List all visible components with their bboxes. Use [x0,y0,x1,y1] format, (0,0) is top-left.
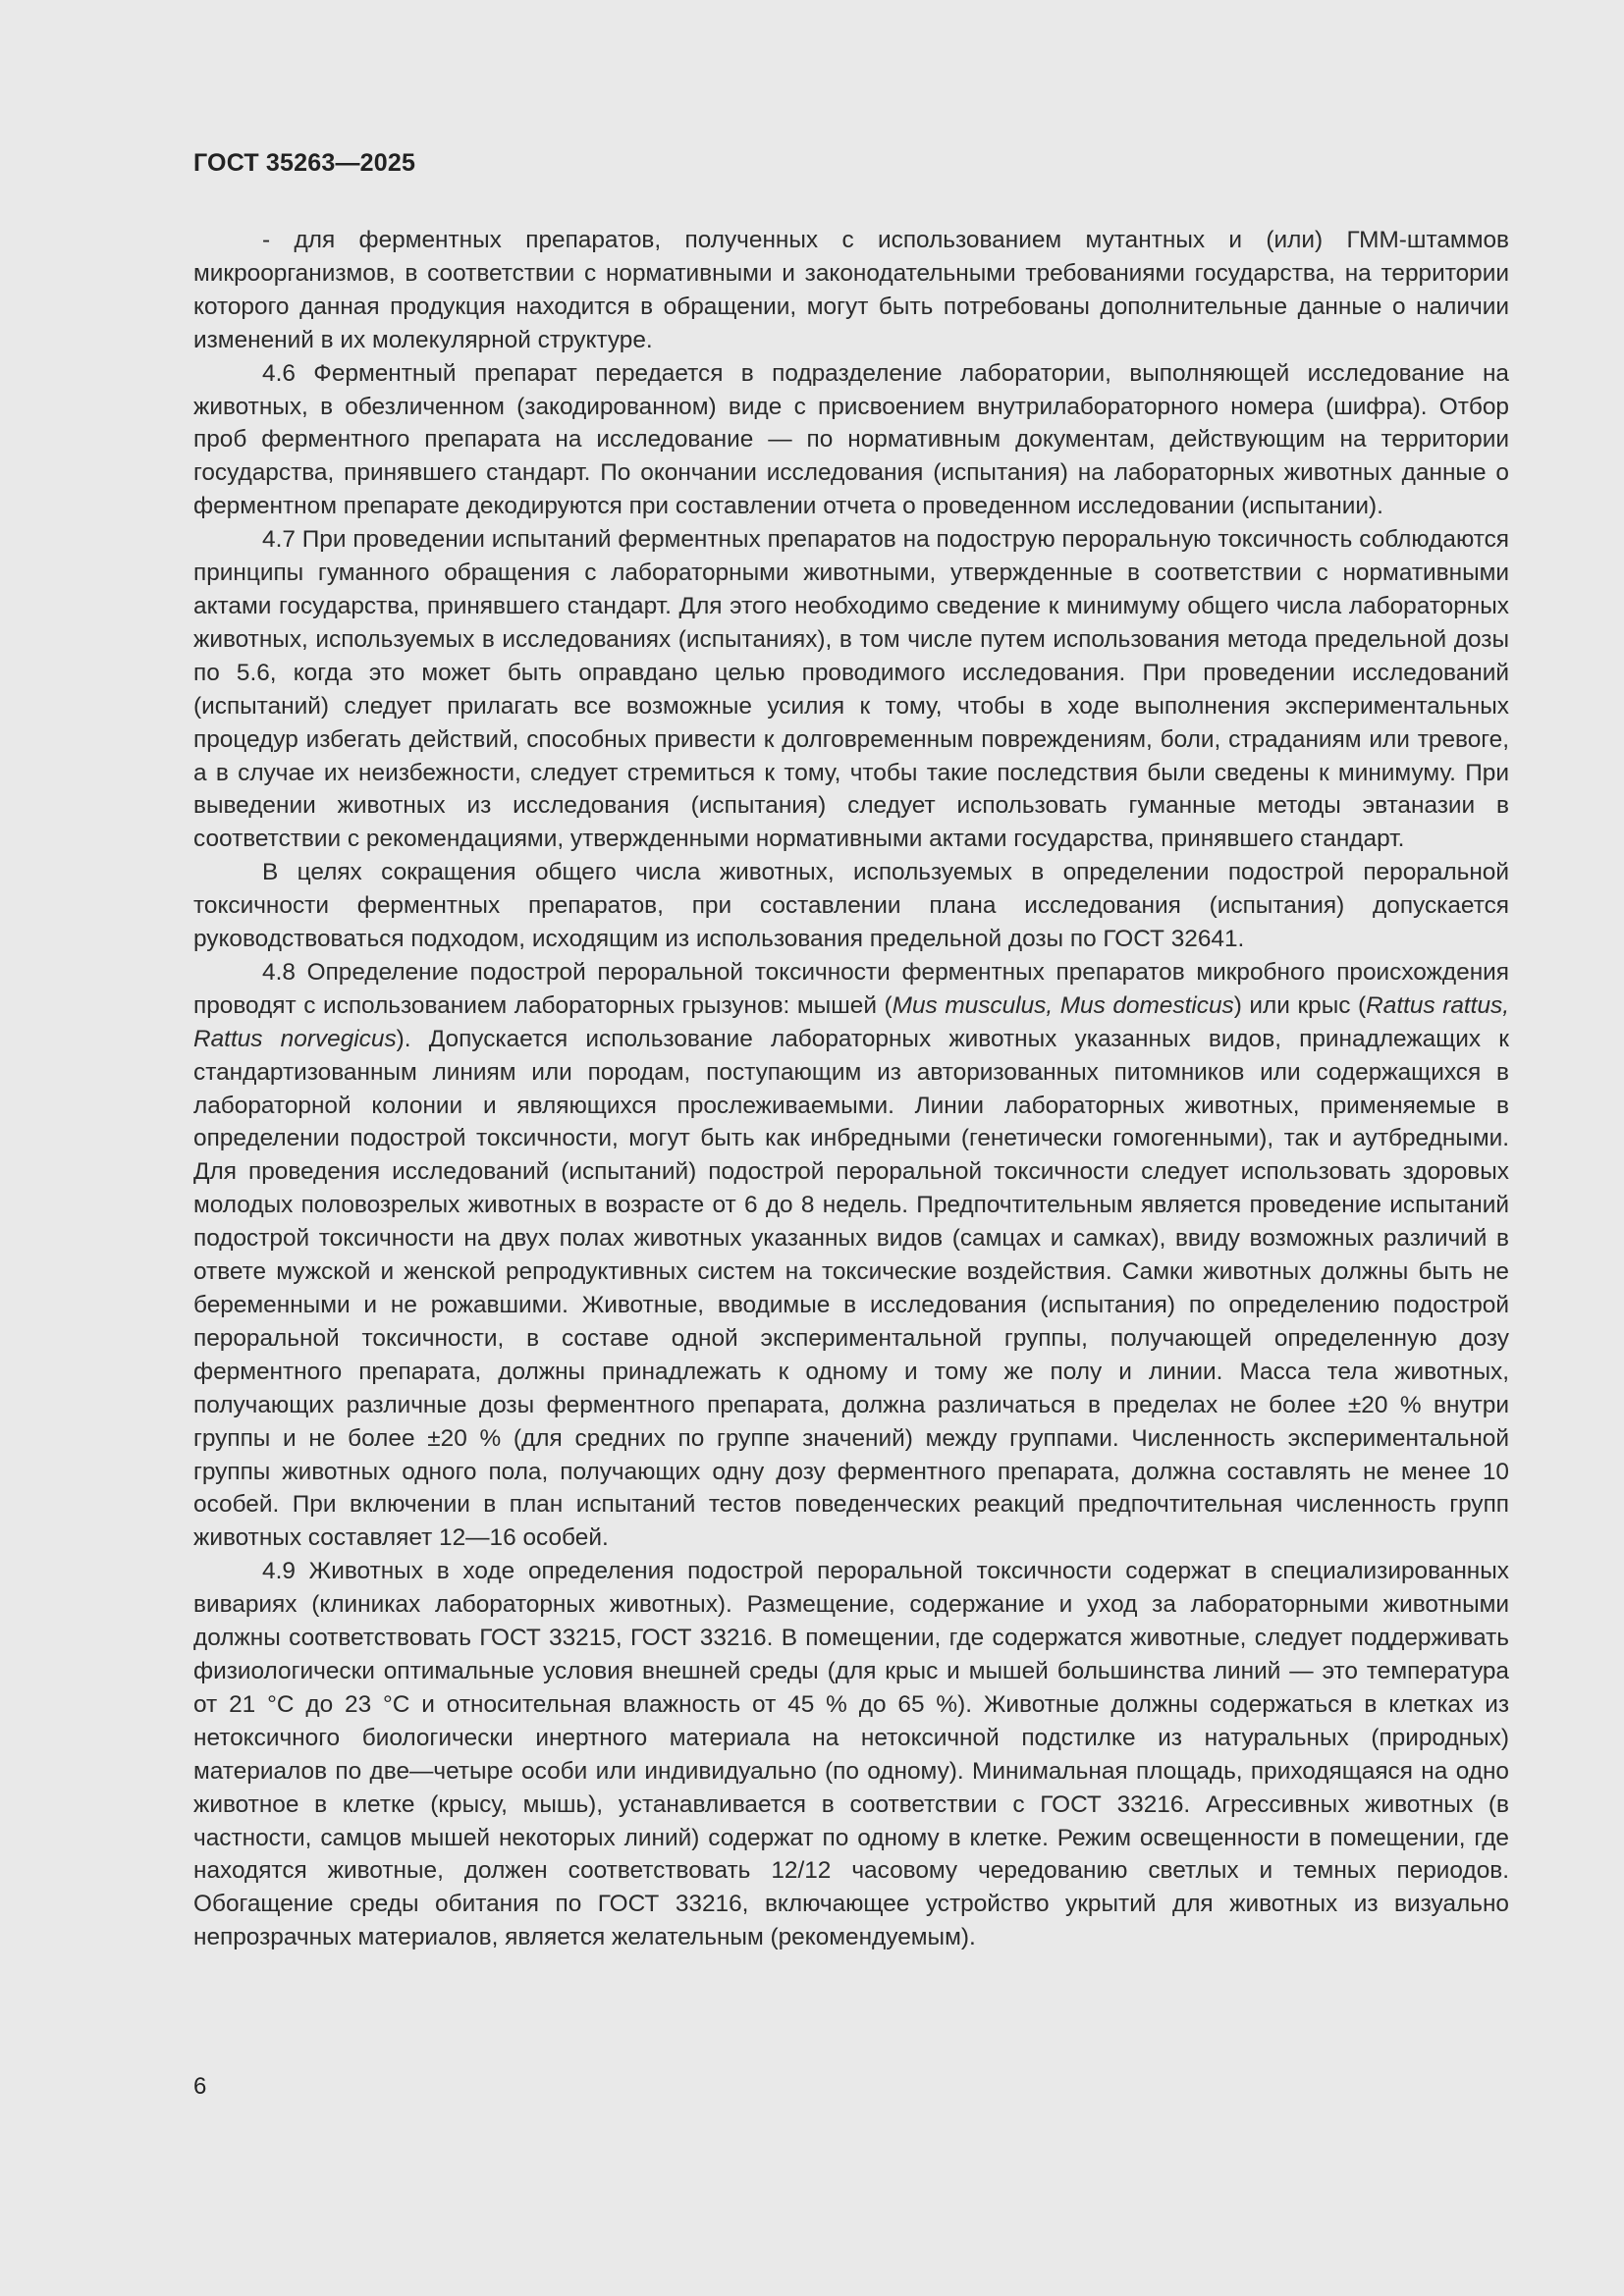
paragraph-text: ). Допускается использование лабораторных животных указанных видов, принадлежащих к стандартизованным линиям или породам, поступающим из авторизованных питомников или содержащихся в лабораторной колонии и являющихся прослеживаемыми. Линии лабораторных животных, применяемые в определении подострой токсичности, могут быть как инбредными (генетически гомогенными), так и аутбредными. Для проведения исследований (испытаний) подострой пероральной токсичности следует использовать здоровых молодых половозрелых животных в возрасте от 6 до 8 недель. Предпочтительным является проведение испытаний подострой токсичности на двух полах животных указанных видов (самцах и самках), ввиду возможных различий в ответе мужской и женской репродуктивных систем на токсические воздействия. Самки животных должны быть не беременными и не рожавшими. Животные, вводимые в исследования (испытания) по определению подострой пероральной токсичности, в составе одной экспериментальной группы, получающей определенную дозу ферментного препарата, должны принадлежать к одному и тому же полу и линии. Масса тела животных, получающих различные дозы ферментного препарата, должна различаться в пределах не более ±20 % внутри группы и не более ±20 % (для средних по группе значений) между группами. Численность экспериментальной группы животных одного пола, получающих одну дозу ферментного препарата, должна составлять не менее 10 особей. При включении в план испытаний тестов поведенческих реакций предпочтительная численность групп животных составляет 12—16 особей. [193,1025,1509,1552]
paragraph-text: - для ферментных препаратов, полученных с использованием мутантных и (или) ГММ-штаммов микроорганизмов, в соответствии с нормативными и законодательными требованиями государства, на территории которого данная продукция находится в обращении, могут быть потребованы дополнительные данные о наличии изменений в их молекулярной структуре. [193,227,1509,353]
paragraph-4-7 [193,523,1509,856]
paragraph-text: 4.8 Определение подострой пероральной токсичности ферментных препаратов микробного происхождения проводят с использованием лабораторных грызунов: мышей ( [193,958,1509,1019]
paragraph-text: 4.9 Животных в ходе определения подострой пероральной токсичности содержат в специализированных вивариях (клиниках лабораторных животных). Размещение, содержание и уход за лабораторными животными должны соответствовать ГОСТ 33215, ГОСТ 33216. В помещении, где содержатся животные, следует поддерживать физиологически оптимальные условия внешней среды (для крыс и мышей большинства линий — это температура от 21 °С до 23 °С и относительная влажность от 45 % до 65 %). Животные должны содержаться в клетках из нетоксичного биологически инертного материала на нетоксичной подстилке из натуральных (природных) материалов по две—четыре особи или индивидуально (по одному). Минимальная площадь, приходящаяся на одно животное в клетке (крысу, мышь), устанавливается в соответствии с ГОСТ 33216. Агрессивных животных (в частности, самцов мышей некоторых линий) содержат по одному в клетке. Режим освещенности в помещении, где находятся животные, должен соответствовать 12/12 часовому чередованию светлых и темных периодов. Обогащение среды обитания по ГОСТ 33216, включающее устройство укрытий для животных из визуально непрозрачных материалов, является желательным (рекомендуемым). [193,1558,1509,1951]
paragraph-animal-reduction [193,856,1509,956]
document-body [193,224,1509,1954]
page-number: 6 [193,2073,207,2100]
paragraph-gmm-strains [193,224,1509,357]
species-name-mice: Mus musculus, Mus domesticus [892,991,1234,1019]
paragraph-4-9 [193,1555,1509,1954]
paragraph-4-8 [193,956,1509,1555]
paragraph-text: ) или крыс ( [1233,991,1367,1019]
paragraph-text: 4.6 Ферментный препарат передается в подразделение лаборатории, выполняющей исследование на животных, в обезличенном (закодированном) виде с присвоением внутрилабораторного номера (шифра). Отбор проб ферментного препарата на исследование — по нормативным документам, действующим на территории государства, принявшего стандарт. По окончании исследования (испытания) на лабораторных животных данные о ферментном препарате декодируются при составлении отчета о проведенном исследовании (испытании). [193,359,1509,520]
document-header: ГОСТ 35263—2025 [193,149,416,177]
paragraph-text: В целях сокращения общего числа животных, используемых в определении подострой пероральной токсичности ферментных препаратов, при составлении плана исследования (испытания) допускается руководствоваться подходом, исходящим из использования предельной дозы по ГОСТ 32641. [193,859,1509,953]
paragraph-text: 4.7 При проведении испытаний ферментных препаратов на подострую пероральную токсичность соблюдаются принципы гуманного обращения с лабораторными животными, утвержденные в соответствии с нормативными актами государства, принявшего стандарт. Для этого необходимо сведение к минимуму общего числа лабораторных животных, используемых в исследованиях (испытаниях), в том числе путем использования метода предельной дозы по 5.6, когда это может быть оправдано целью проводимого исследования. При проведении исследований (испытаний) следует прилагать все возможные усилия к тому, чтобы в ходе выполнения экспериментальных процедур избегать действий, способных привести к долговременным повреждениям, боли, страданиям или тревоге, а в случае их неизбежности, следует стремиться к тому, чтобы такие последствия были сведены к минимуму. При выведении животных из исследования (испытания) следует использовать гуманные методы эвтаназии в соответствии с рекомендациями, утвержденными нормативными актами государства, принявшего стандарт. [193,526,1509,853]
species-name-rats: Rattus rattus, Rattus norvegicus [193,991,1509,1052]
paragraph-4-6 [193,357,1509,524]
